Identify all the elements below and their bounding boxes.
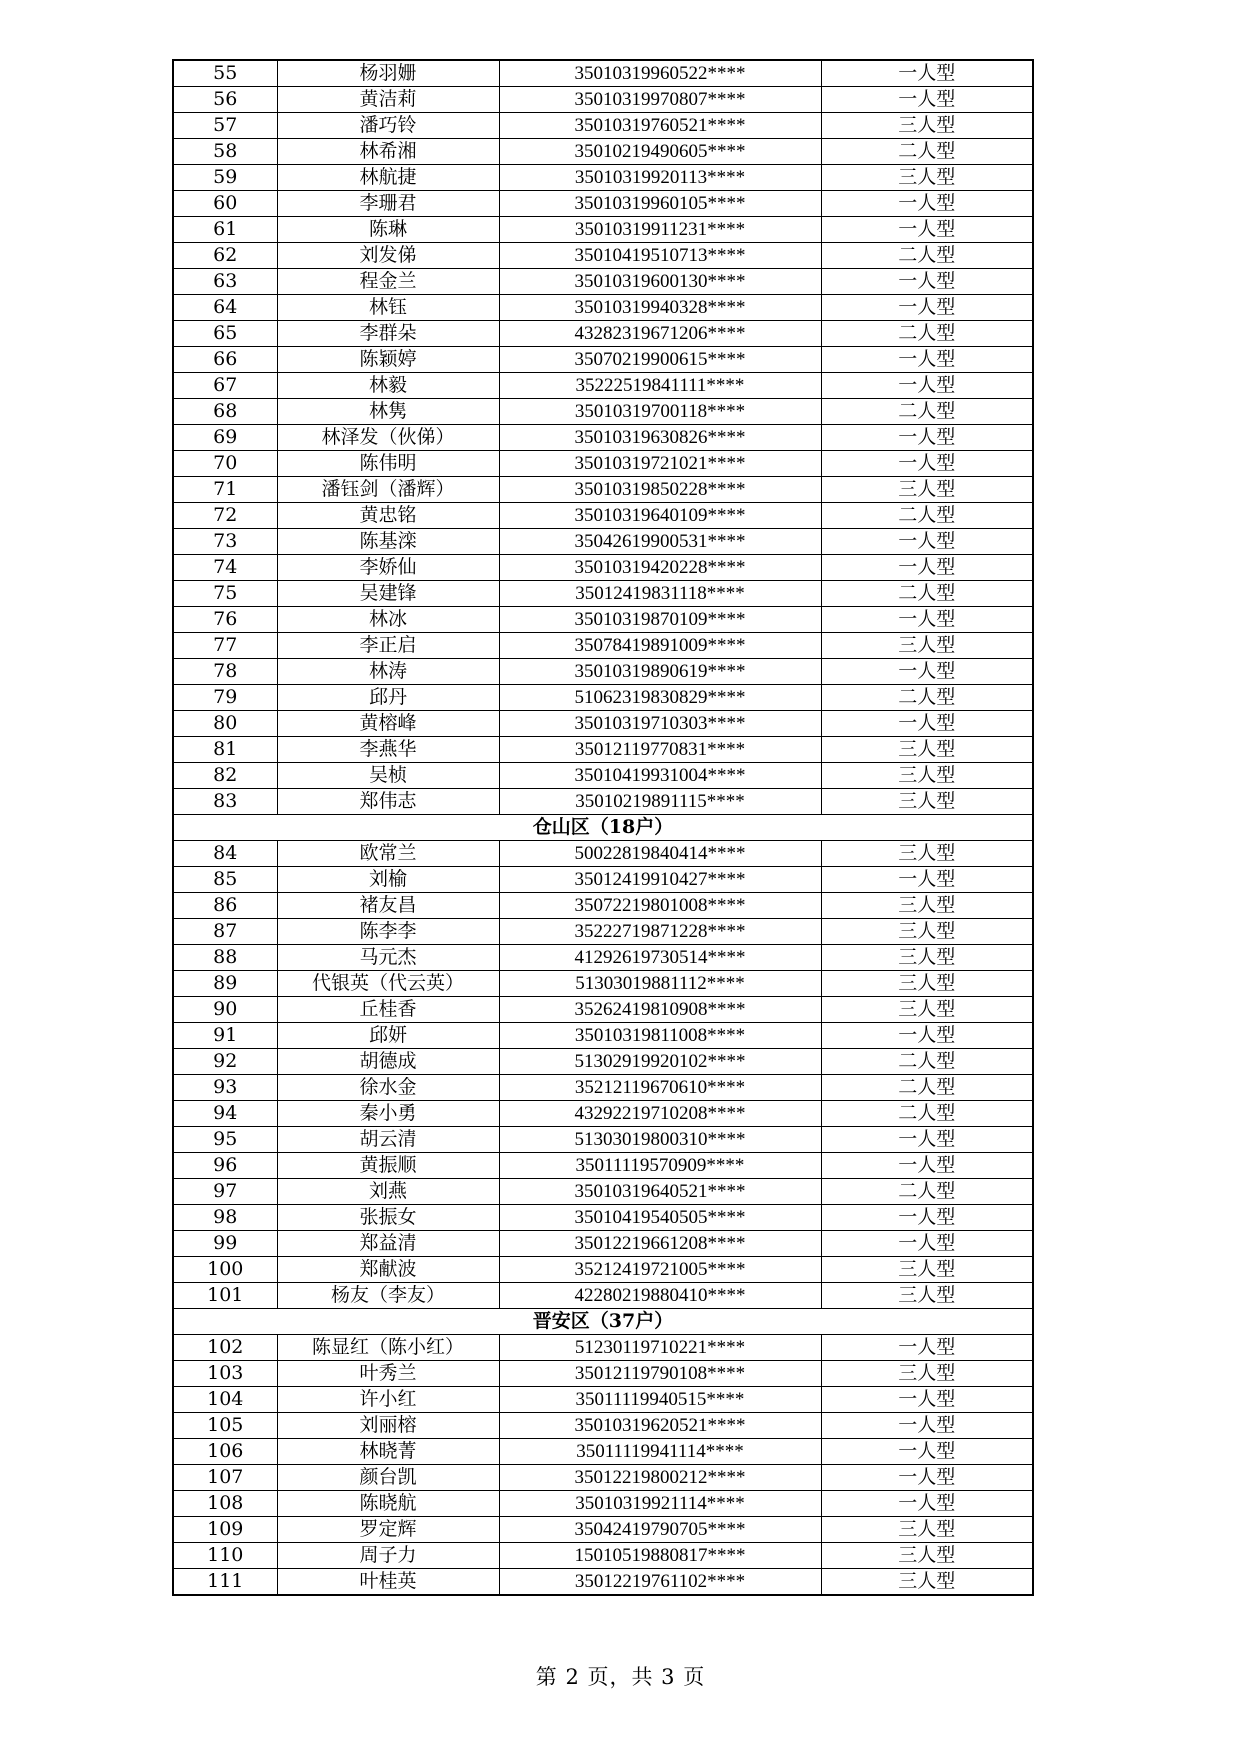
row-number-cell: 108	[173, 1491, 277, 1517]
id-number-cell: 35010319960522****	[499, 60, 821, 87]
name-cell: 潘巧铃	[277, 113, 499, 139]
id-number-cell: 35010319890619****	[499, 659, 821, 685]
row-number-cell: 73	[173, 529, 277, 555]
name-cell: 陈颖婷	[277, 347, 499, 373]
household-type-cell: 三人型	[821, 997, 1033, 1023]
table-row	[173, 763, 1033, 789]
name-cell: 程金兰	[277, 269, 499, 295]
row-number-cell: 71	[173, 477, 277, 503]
id-number-cell: 35212419721005****	[499, 1257, 821, 1283]
household-type-cell: 三人型	[821, 737, 1033, 763]
id-number-cell: 35010219490605****	[499, 139, 821, 165]
household-type-cell: 一人型	[821, 425, 1033, 451]
id-number-cell: 35222719871228****	[499, 919, 821, 945]
table-row	[173, 1153, 1033, 1179]
name-cell: 林航捷	[277, 165, 499, 191]
household-type-cell: 三人型	[821, 841, 1033, 867]
table-row	[173, 321, 1033, 347]
name-cell: 黄忠铭	[277, 503, 499, 529]
name-cell: 张振女	[277, 1205, 499, 1231]
table-row	[173, 1179, 1033, 1205]
row-number-cell: 64	[173, 295, 277, 321]
id-number-cell: 35012219661208****	[499, 1231, 821, 1257]
table-row	[173, 1439, 1033, 1465]
name-cell: 黄榕峰	[277, 711, 499, 737]
table-row	[173, 893, 1033, 919]
id-number-cell: 35010319710303****	[499, 711, 821, 737]
name-cell: 马元杰	[277, 945, 499, 971]
row-number-cell: 67	[173, 373, 277, 399]
row-number-cell: 95	[173, 1127, 277, 1153]
id-number-cell: 35010419931004****	[499, 763, 821, 789]
id-number-cell: 35012219761102****	[499, 1569, 821, 1596]
row-number-cell: 62	[173, 243, 277, 269]
name-cell: 邱丹	[277, 685, 499, 711]
row-number-cell: 81	[173, 737, 277, 763]
household-type-cell: 一人型	[821, 659, 1033, 685]
name-cell: 郑伟志	[277, 789, 499, 815]
id-number-cell: 35011119941114****	[499, 1439, 821, 1465]
name-cell: 杨羽姗	[277, 60, 499, 87]
household-type-cell: 三人型	[821, 763, 1033, 789]
row-number-cell: 88	[173, 945, 277, 971]
row-number-cell: 96	[173, 1153, 277, 1179]
table-row	[173, 503, 1033, 529]
id-number-cell: 15010519880817****	[499, 1543, 821, 1569]
household-type-cell: 二人型	[821, 399, 1033, 425]
name-cell: 郑献波	[277, 1257, 499, 1283]
table-row	[173, 1335, 1033, 1361]
row-number-cell: 102	[173, 1335, 277, 1361]
id-number-cell: 51062319830829****	[499, 685, 821, 711]
table-row	[173, 451, 1033, 477]
name-cell: 林隽	[277, 399, 499, 425]
household-type-cell: 三人型	[821, 1283, 1033, 1309]
id-number-cell: 35010319420228****	[499, 555, 821, 581]
household-type-cell: 一人型	[821, 1231, 1033, 1257]
section-header-row	[173, 815, 1033, 841]
section-title: 晋安区（37户）	[173, 1309, 1033, 1335]
id-number-cell: 35010319850228****	[499, 477, 821, 503]
id-number-cell: 35010319811008****	[499, 1023, 821, 1049]
row-number-cell: 68	[173, 399, 277, 425]
id-number-cell: 35010319600130****	[499, 269, 821, 295]
household-type-cell: 一人型	[821, 1491, 1033, 1517]
name-cell: 叶秀兰	[277, 1361, 499, 1387]
id-number-cell: 35011119940515****	[499, 1387, 821, 1413]
table-row	[173, 529, 1033, 555]
household-type-cell: 三人型	[821, 477, 1033, 503]
id-number-cell: 35010319620521****	[499, 1413, 821, 1439]
id-number-cell: 35010319920113****	[499, 165, 821, 191]
household-type-cell: 一人型	[821, 1023, 1033, 1049]
name-cell: 代银英（代云英）	[277, 971, 499, 997]
table-row	[173, 971, 1033, 997]
name-cell: 黄振顺	[277, 1153, 499, 1179]
name-cell: 胡德成	[277, 1049, 499, 1075]
table-row	[173, 1257, 1033, 1283]
row-number-cell: 79	[173, 685, 277, 711]
table-row	[173, 165, 1033, 191]
table-row	[173, 1231, 1033, 1257]
row-number-cell: 65	[173, 321, 277, 347]
row-number-cell: 63	[173, 269, 277, 295]
id-number-cell: 51303019800310****	[499, 1127, 821, 1153]
roster-table	[172, 59, 1034, 1596]
id-number-cell: 35012419910427****	[499, 867, 821, 893]
household-type-cell: 一人型	[821, 607, 1033, 633]
name-cell: 陈显红（陈小红）	[277, 1335, 499, 1361]
table-row	[173, 1465, 1033, 1491]
id-number-cell: 51230119710221****	[499, 1335, 821, 1361]
name-cell: 林钰	[277, 295, 499, 321]
table-row	[173, 633, 1033, 659]
row-number-cell: 110	[173, 1543, 277, 1569]
name-cell: 刘燕	[277, 1179, 499, 1205]
row-number-cell: 98	[173, 1205, 277, 1231]
row-number-cell: 75	[173, 581, 277, 607]
household-type-cell: 一人型	[821, 711, 1033, 737]
id-number-cell: 35010319640109****	[499, 503, 821, 529]
table-row	[173, 685, 1033, 711]
table-row	[173, 1075, 1033, 1101]
row-number-cell: 111	[173, 1569, 277, 1596]
id-number-cell: 35010319630826****	[499, 425, 821, 451]
household-type-cell: 三人型	[821, 1361, 1033, 1387]
row-number-cell: 86	[173, 893, 277, 919]
id-number-cell: 35010319700118****	[499, 399, 821, 425]
id-number-cell: 43292219710208****	[499, 1101, 821, 1127]
row-number-cell: 57	[173, 113, 277, 139]
household-type-cell: 一人型	[821, 1127, 1033, 1153]
id-number-cell: 51302919920102****	[499, 1049, 821, 1075]
name-cell: 林泽发（伙俤）	[277, 425, 499, 451]
id-number-cell: 35011119570909****	[499, 1153, 821, 1179]
name-cell: 林冰	[277, 607, 499, 633]
table-row	[173, 373, 1033, 399]
household-type-cell: 一人型	[821, 87, 1033, 113]
household-type-cell: 三人型	[821, 165, 1033, 191]
roster-body	[173, 60, 1033, 1595]
name-cell: 褚友昌	[277, 893, 499, 919]
table-row	[173, 997, 1033, 1023]
name-cell: 吴建锋	[277, 581, 499, 607]
name-cell: 秦小勇	[277, 1101, 499, 1127]
household-type-cell: 一人型	[821, 1205, 1033, 1231]
row-number-cell: 109	[173, 1517, 277, 1543]
household-type-cell: 三人型	[821, 945, 1033, 971]
name-cell: 李正启	[277, 633, 499, 659]
id-number-cell: 35010319921114****	[499, 1491, 821, 1517]
household-type-cell: 三人型	[821, 971, 1033, 997]
household-type-cell: 一人型	[821, 451, 1033, 477]
id-number-cell: 35010319721021****	[499, 451, 821, 477]
row-number-cell: 106	[173, 1439, 277, 1465]
row-number-cell: 78	[173, 659, 277, 685]
table-row	[173, 295, 1033, 321]
name-cell: 颜台凯	[277, 1465, 499, 1491]
table-row	[173, 867, 1033, 893]
row-number-cell: 77	[173, 633, 277, 659]
row-number-cell: 59	[173, 165, 277, 191]
row-number-cell: 82	[173, 763, 277, 789]
table-row	[173, 1517, 1033, 1543]
name-cell: 陈伟明	[277, 451, 499, 477]
table-row	[173, 139, 1033, 165]
name-cell: 李娇仙	[277, 555, 499, 581]
row-number-cell: 103	[173, 1361, 277, 1387]
table-row	[173, 607, 1033, 633]
id-number-cell: 42280219880410****	[499, 1283, 821, 1309]
section-title: 仓山区（18户）	[173, 815, 1033, 841]
household-type-cell: 三人型	[821, 633, 1033, 659]
id-number-cell: 35010319970807****	[499, 87, 821, 113]
household-type-cell: 一人型	[821, 1439, 1033, 1465]
id-number-cell: 35072219801008****	[499, 893, 821, 919]
household-type-cell: 一人型	[821, 269, 1033, 295]
table-row	[173, 217, 1033, 243]
household-type-cell: 三人型	[821, 893, 1033, 919]
row-number-cell: 83	[173, 789, 277, 815]
id-number-cell: 50022819840414****	[499, 841, 821, 867]
household-type-cell: 二人型	[821, 1075, 1033, 1101]
name-cell: 郑益清	[277, 1231, 499, 1257]
name-cell: 陈基滦	[277, 529, 499, 555]
id-number-cell: 35212119670610****	[499, 1075, 821, 1101]
name-cell: 吴桢	[277, 763, 499, 789]
name-cell: 周子力	[277, 1543, 499, 1569]
id-number-cell: 35012419831118****	[499, 581, 821, 607]
name-cell: 林晓菁	[277, 1439, 499, 1465]
id-number-cell: 35262419810908****	[499, 997, 821, 1023]
name-cell: 欧常兰	[277, 841, 499, 867]
id-number-cell: 35012119790108****	[499, 1361, 821, 1387]
row-number-cell: 72	[173, 503, 277, 529]
name-cell: 林希湘	[277, 139, 499, 165]
table-row	[173, 711, 1033, 737]
row-number-cell: 101	[173, 1283, 277, 1309]
id-number-cell: 35078419891009****	[499, 633, 821, 659]
name-cell: 刘发俤	[277, 243, 499, 269]
table-row	[173, 659, 1033, 685]
name-cell: 许小红	[277, 1387, 499, 1413]
table-row	[173, 919, 1033, 945]
name-cell: 徐水金	[277, 1075, 499, 1101]
table-row	[173, 425, 1033, 451]
household-type-cell: 三人型	[821, 1257, 1033, 1283]
table-row	[173, 1205, 1033, 1231]
table-row	[173, 191, 1033, 217]
table-row	[173, 1543, 1033, 1569]
household-type-cell: 一人型	[821, 373, 1033, 399]
section-header-row	[173, 1309, 1033, 1335]
row-number-cell: 87	[173, 919, 277, 945]
household-type-cell: 二人型	[821, 1101, 1033, 1127]
row-number-cell: 85	[173, 867, 277, 893]
row-number-cell: 56	[173, 87, 277, 113]
household-type-cell: 三人型	[821, 789, 1033, 815]
id-number-cell: 35042619900531****	[499, 529, 821, 555]
household-type-cell: 一人型	[821, 555, 1033, 581]
table-row	[173, 243, 1033, 269]
household-type-cell: 二人型	[821, 581, 1033, 607]
table-row	[173, 87, 1033, 113]
row-number-cell: 66	[173, 347, 277, 373]
name-cell: 刘榆	[277, 867, 499, 893]
household-type-cell: 二人型	[821, 321, 1033, 347]
table-row	[173, 399, 1033, 425]
row-number-cell: 94	[173, 1101, 277, 1127]
household-type-cell: 一人型	[821, 867, 1033, 893]
table-row	[173, 347, 1033, 373]
row-number-cell: 69	[173, 425, 277, 451]
household-type-cell: 一人型	[821, 529, 1033, 555]
household-type-cell: 二人型	[821, 503, 1033, 529]
name-cell: 陈李李	[277, 919, 499, 945]
name-cell: 刘丽榕	[277, 1413, 499, 1439]
row-number-cell: 60	[173, 191, 277, 217]
id-number-cell: 35070219900615****	[499, 347, 821, 373]
row-number-cell: 70	[173, 451, 277, 477]
row-number-cell: 58	[173, 139, 277, 165]
name-cell: 杨友（李友）	[277, 1283, 499, 1309]
name-cell: 罗定辉	[277, 1517, 499, 1543]
household-type-cell: 一人型	[821, 1335, 1033, 1361]
id-number-cell: 35042419790705****	[499, 1517, 821, 1543]
household-type-cell: 一人型	[821, 1153, 1033, 1179]
id-number-cell: 35010219891115****	[499, 789, 821, 815]
name-cell: 李燕华	[277, 737, 499, 763]
id-number-cell: 35010319760521****	[499, 113, 821, 139]
table-row	[173, 841, 1033, 867]
row-number-cell: 89	[173, 971, 277, 997]
household-type-cell: 三人型	[821, 919, 1033, 945]
id-number-cell: 35012119770831****	[499, 737, 821, 763]
household-type-cell: 二人型	[821, 1049, 1033, 1075]
table-row	[173, 113, 1033, 139]
household-type-cell: 一人型	[821, 347, 1033, 373]
id-number-cell: 35010319960105****	[499, 191, 821, 217]
name-cell: 邱妍	[277, 1023, 499, 1049]
row-number-cell: 84	[173, 841, 277, 867]
table-row	[173, 477, 1033, 503]
row-number-cell: 105	[173, 1413, 277, 1439]
name-cell: 李群朵	[277, 321, 499, 347]
id-number-cell: 35010319940328****	[499, 295, 821, 321]
row-number-cell: 97	[173, 1179, 277, 1205]
name-cell: 陈琳	[277, 217, 499, 243]
table-row	[173, 581, 1033, 607]
table-row	[173, 1023, 1033, 1049]
household-type-cell: 一人型	[821, 60, 1033, 87]
name-cell: 胡云清	[277, 1127, 499, 1153]
household-type-cell: 二人型	[821, 243, 1033, 269]
table-row	[173, 1101, 1033, 1127]
id-number-cell: 35012219800212****	[499, 1465, 821, 1491]
id-number-cell: 35010319911231****	[499, 217, 821, 243]
table-row	[173, 945, 1033, 971]
name-cell: 林毅	[277, 373, 499, 399]
row-number-cell: 90	[173, 997, 277, 1023]
name-cell: 李珊君	[277, 191, 499, 217]
name-cell: 陈晓航	[277, 1491, 499, 1517]
table-row	[173, 60, 1033, 87]
household-type-cell: 一人型	[821, 1387, 1033, 1413]
table-row	[173, 1413, 1033, 1439]
table-row	[173, 555, 1033, 581]
household-type-cell: 一人型	[821, 1465, 1033, 1491]
name-cell: 叶桂英	[277, 1569, 499, 1596]
household-type-cell: 一人型	[821, 295, 1033, 321]
id-number-cell: 35010419540505****	[499, 1205, 821, 1231]
name-cell: 林涛	[277, 659, 499, 685]
table-row	[173, 1387, 1033, 1413]
row-number-cell: 100	[173, 1257, 277, 1283]
name-cell: 丘桂香	[277, 997, 499, 1023]
table-row	[173, 737, 1033, 763]
table-row	[173, 1491, 1033, 1517]
household-type-cell: 一人型	[821, 1413, 1033, 1439]
row-number-cell: 74	[173, 555, 277, 581]
name-cell: 黄洁莉	[277, 87, 499, 113]
table-row	[173, 1361, 1033, 1387]
id-number-cell: 43282319671206****	[499, 321, 821, 347]
id-number-cell: 35010319870109****	[499, 607, 821, 633]
row-number-cell: 80	[173, 711, 277, 737]
id-number-cell: 41292619730514****	[499, 945, 821, 971]
row-number-cell: 99	[173, 1231, 277, 1257]
table-row	[173, 1127, 1033, 1153]
row-number-cell: 61	[173, 217, 277, 243]
id-number-cell: 51303019881112****	[499, 971, 821, 997]
household-type-cell: 二人型	[821, 685, 1033, 711]
table-row	[173, 1049, 1033, 1075]
table-row	[173, 269, 1033, 295]
page-footer: 第 2 页，共 3 页	[535, 1665, 706, 1689]
row-number-cell: 93	[173, 1075, 277, 1101]
id-number-cell: 35010319640521****	[499, 1179, 821, 1205]
row-number-cell: 76	[173, 607, 277, 633]
household-type-cell: 一人型	[821, 191, 1033, 217]
table-row	[173, 1569, 1033, 1596]
row-number-cell: 55	[173, 60, 277, 87]
row-number-cell: 92	[173, 1049, 277, 1075]
household-type-cell: 三人型	[821, 1569, 1033, 1596]
household-type-cell: 一人型	[821, 217, 1033, 243]
household-type-cell: 三人型	[821, 1517, 1033, 1543]
name-cell: 潘钰剑（潘辉）	[277, 477, 499, 503]
row-number-cell: 91	[173, 1023, 277, 1049]
row-number-cell: 104	[173, 1387, 277, 1413]
id-number-cell: 35222519841111****	[499, 373, 821, 399]
household-type-cell: 三人型	[821, 1543, 1033, 1569]
table-row	[173, 789, 1033, 815]
table-row	[173, 1283, 1033, 1309]
row-number-cell: 107	[173, 1465, 277, 1491]
household-type-cell: 二人型	[821, 139, 1033, 165]
id-number-cell: 35010419510713****	[499, 243, 821, 269]
household-type-cell: 二人型	[821, 1179, 1033, 1205]
household-type-cell: 三人型	[821, 113, 1033, 139]
